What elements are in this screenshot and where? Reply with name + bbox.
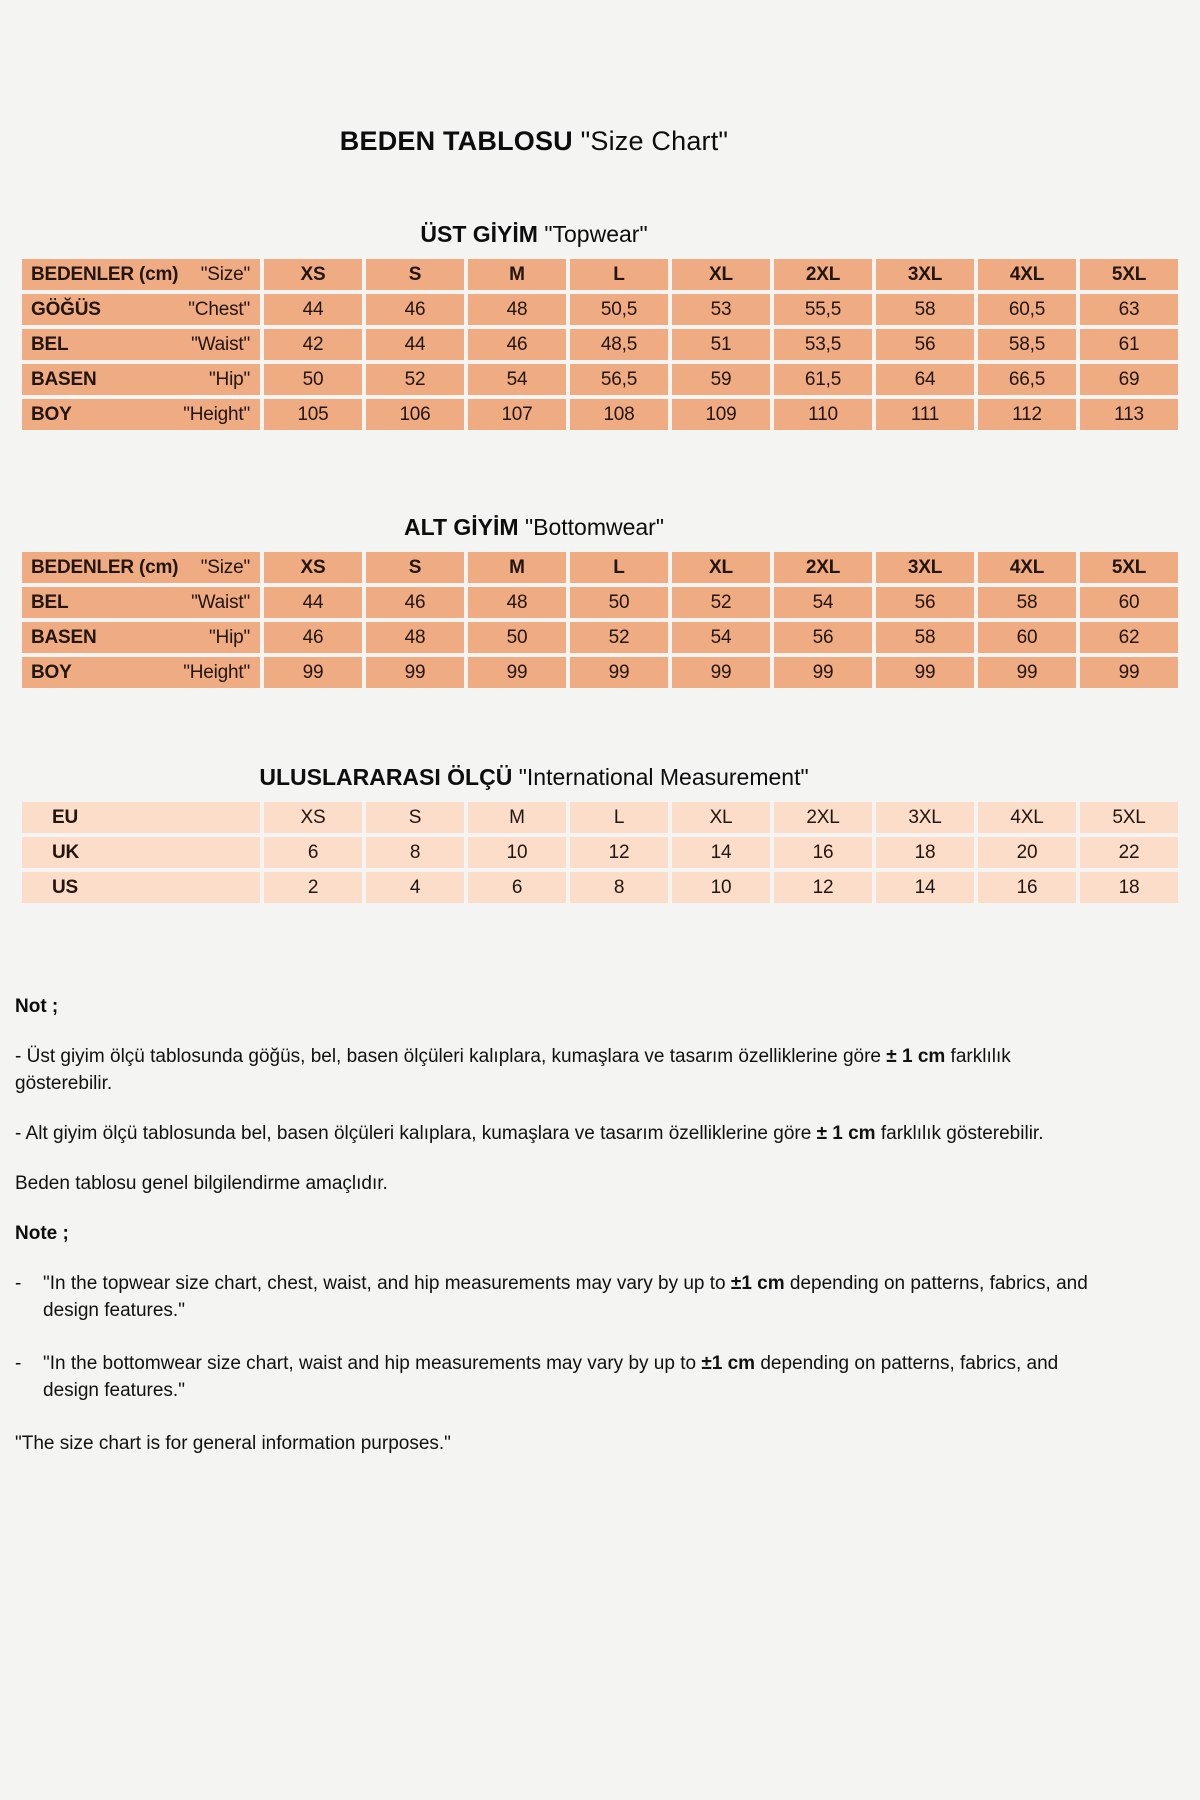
value-cell: 54: [468, 364, 566, 395]
value-cell: 99: [978, 657, 1076, 688]
row-label-cell: [22, 622, 260, 653]
international-title: [0, 764, 1134, 791]
bottomwear-title: [0, 514, 1134, 541]
size-column-header: 4XL: [978, 552, 1076, 583]
note-text: - Üst giyim ölçü tablosunda göğüs, bel, basen ölçüleri kalıplara, kumaşlara ve tasarım özelliklerine göre: [15, 1046, 887, 1067]
table-row: [22, 837, 1178, 868]
value-cell: 8: [570, 872, 668, 903]
table-row: [22, 872, 1178, 903]
row-label-turkish: BEDENLER (cm): [31, 556, 179, 578]
international-table: [18, 798, 1182, 907]
size-column-header: S: [366, 552, 464, 583]
size-column-header: L: [570, 259, 668, 290]
value-cell: 54: [774, 587, 872, 618]
value-cell: 12: [774, 872, 872, 903]
row-label-cell: [22, 329, 260, 360]
value-cell: 62: [1080, 622, 1178, 653]
value-cell: 3XL: [876, 802, 974, 833]
table-row: [22, 657, 1178, 688]
value-cell: 110: [774, 399, 872, 430]
table-row: [22, 399, 1178, 430]
value-cell: L: [570, 802, 668, 833]
row-label-cell: [22, 399, 260, 430]
value-cell: 8: [366, 837, 464, 868]
value-cell: 64: [876, 364, 974, 395]
value-cell: 99: [570, 657, 668, 688]
international-title-turkish: ULUSLARARASI ÖLÇÜ: [259, 764, 513, 790]
topwear-title: [0, 221, 1134, 248]
bottomwear-title-turkish: ALT GİYİM: [404, 514, 519, 540]
value-cell: 99: [366, 657, 464, 688]
size-column-header: 3XL: [876, 552, 974, 583]
row-label-turkish: BOY: [31, 403, 72, 425]
row-label-cell: [22, 657, 260, 688]
bullet-dash: -: [15, 1273, 22, 1294]
size-column-header: XL: [672, 552, 770, 583]
value-cell: 48,5: [570, 329, 668, 360]
value-cell: S: [366, 802, 464, 833]
value-cell: 107: [468, 399, 566, 430]
value-cell: 50: [264, 364, 362, 395]
row-label-cell: [22, 802, 260, 833]
value-cell: 69: [1080, 364, 1178, 395]
size-column-header: L: [570, 552, 668, 583]
size-header-row: [22, 552, 1178, 583]
size-column-header: XS: [264, 552, 362, 583]
value-cell: 60: [1080, 587, 1178, 618]
topwear-title-turkish: ÜST GİYİM: [420, 221, 538, 247]
note-text: farklılık gösterebilir.: [875, 1123, 1044, 1144]
row-label-turkish: GÖĞÜS: [31, 298, 101, 320]
value-cell: 58,5: [978, 329, 1076, 360]
note-general-english: "The size chart is for general information purposes.": [15, 1433, 451, 1454]
value-cell: 99: [468, 657, 566, 688]
value-cell: 16: [774, 837, 872, 868]
row-label-cell: [22, 837, 260, 868]
value-cell: 44: [264, 294, 362, 325]
value-cell: M: [468, 802, 566, 833]
row-label-english: "Chest": [188, 298, 250, 320]
topwear-section: [0, 221, 1200, 434]
international-title-english: "International Measurement": [518, 764, 809, 790]
value-cell: 105: [264, 399, 362, 430]
size-column-header: 5XL: [1080, 259, 1178, 290]
value-cell: 50,5: [570, 294, 668, 325]
value-cell: 59: [672, 364, 770, 395]
value-cell: 42: [264, 329, 362, 360]
row-label-english: "Height": [183, 661, 250, 683]
value-cell: 46: [366, 587, 464, 618]
topwear-table: [18, 255, 1182, 434]
value-cell: 56: [876, 329, 974, 360]
value-cell: 52: [570, 622, 668, 653]
value-cell: 63: [1080, 294, 1178, 325]
table-row: [22, 364, 1178, 395]
topwear-title-english: "Topwear": [544, 221, 648, 247]
row-label-cell: [22, 552, 260, 583]
row-label-turkish: BASEN: [31, 626, 97, 648]
bottomwear-table: [18, 548, 1182, 692]
value-cell: 99: [1080, 657, 1178, 688]
table-row: [22, 622, 1178, 653]
note-text: farklılık gösterebilir.: [15, 1046, 1011, 1094]
value-cell: 18: [1080, 872, 1178, 903]
note-bold-text: ± 1 cm: [816, 1123, 876, 1144]
bottomwear-section: [0, 514, 1200, 692]
value-cell: 112: [978, 399, 1076, 430]
value-cell: 56: [774, 622, 872, 653]
row-label-english: "Waist": [191, 591, 250, 613]
value-cell: 61: [1080, 329, 1178, 360]
bullet-dash: -: [15, 1353, 22, 1374]
value-cell: 108: [570, 399, 668, 430]
value-cell: 48: [366, 622, 464, 653]
row-label-turkish: US: [52, 876, 78, 898]
value-cell: 106: [366, 399, 464, 430]
value-cell: 66,5: [978, 364, 1076, 395]
value-cell: 99: [774, 657, 872, 688]
value-cell: 53: [672, 294, 770, 325]
page-title-turkish: BEDEN TABLOSU: [339, 126, 573, 156]
value-cell: 46: [366, 294, 464, 325]
value-cell: 52: [366, 364, 464, 395]
page-title-english: "Size Chart": [580, 126, 729, 156]
value-cell: 4: [366, 872, 464, 903]
row-label-english: "Hip": [209, 626, 250, 648]
note-text: depending on patterns, fabrics, and design features.": [43, 1273, 1088, 1321]
value-cell: 53,5: [774, 329, 872, 360]
value-cell: 10: [672, 872, 770, 903]
row-label-cell: [22, 872, 260, 903]
value-cell: 55,5: [774, 294, 872, 325]
value-cell: 99: [672, 657, 770, 688]
value-cell: 99: [264, 657, 362, 688]
notes-turkish-heading: Not ;: [15, 996, 59, 1017]
value-cell: 113: [1080, 399, 1178, 430]
value-cell: 6: [264, 837, 362, 868]
row-label-turkish: BEL: [31, 591, 69, 613]
page-title: [0, 126, 1134, 157]
value-cell: 48: [468, 587, 566, 618]
value-cell: 18: [876, 837, 974, 868]
note-text: depending on patterns, fabrics, and design features.": [43, 1353, 1059, 1401]
value-cell: 22: [1080, 837, 1178, 868]
size-column-header: S: [366, 259, 464, 290]
value-cell: 56: [876, 587, 974, 618]
table-row: [22, 294, 1178, 325]
row-label-english: "Waist": [191, 333, 250, 355]
value-cell: 58: [876, 622, 974, 653]
note-bottomwear-english: [15, 1350, 1185, 1404]
value-cell: 44: [264, 587, 362, 618]
size-column-header: 2XL: [774, 259, 872, 290]
size-column-header: M: [468, 259, 566, 290]
note-text: "In the bottomwear size chart, waist and hip measurements may vary by up to: [43, 1353, 702, 1374]
size-column-header: 4XL: [978, 259, 1076, 290]
value-cell: 111: [876, 399, 974, 430]
table-row: [22, 802, 1178, 833]
value-cell: 4XL: [978, 802, 1076, 833]
size-header-row: [22, 259, 1178, 290]
row-label-turkish: BASEN: [31, 368, 97, 390]
size-column-header: XS: [264, 259, 362, 290]
value-cell: XS: [264, 802, 362, 833]
value-cell: 20: [978, 837, 1076, 868]
note-general-turkish: Beden tablosu genel bilgilendirme amaçlıdır.: [15, 1173, 388, 1194]
size-column-header: 2XL: [774, 552, 872, 583]
value-cell: 58: [978, 587, 1076, 618]
value-cell: XL: [672, 802, 770, 833]
value-cell: 2XL: [774, 802, 872, 833]
row-label-english: "Size": [200, 556, 250, 578]
value-cell: 16: [978, 872, 1076, 903]
row-label-turkish: BEL: [31, 333, 69, 355]
row-label-turkish: BOY: [31, 661, 72, 683]
note-topwear-english: [15, 1270, 1185, 1324]
note-topwear-turkish: [15, 1043, 1075, 1097]
value-cell: 6: [468, 872, 566, 903]
notes-english-heading: Note ;: [15, 1223, 69, 1244]
value-cell: 14: [672, 837, 770, 868]
table-row: [22, 587, 1178, 618]
row-label-cell: [22, 364, 260, 395]
table-row: [22, 329, 1178, 360]
value-cell: 56,5: [570, 364, 668, 395]
row-label-turkish: BEDENLER (cm): [31, 263, 179, 285]
value-cell: 54: [672, 622, 770, 653]
international-section: [0, 764, 1200, 907]
size-column-header: 5XL: [1080, 552, 1178, 583]
note-text: - Alt giyim ölçü tablosunda bel, basen ölçüleri kalıplara, kumaşlara ve tasarım özelliklerine göre: [15, 1123, 817, 1144]
row-label-cell: [22, 587, 260, 618]
row-label-english: "Size": [200, 263, 250, 285]
size-column-header: 3XL: [876, 259, 974, 290]
note-bold-text: ±1 cm: [730, 1273, 785, 1294]
row-label-turkish: EU: [52, 806, 78, 828]
row-label-cell: [22, 294, 260, 325]
note-bottomwear-turkish: [15, 1120, 1075, 1147]
value-cell: 51: [672, 329, 770, 360]
value-cell: 14: [876, 872, 974, 903]
value-cell: 60,5: [978, 294, 1076, 325]
value-cell: 48: [468, 294, 566, 325]
note-text: "In the topwear size chart, chest, waist, and hip measurements may vary by up to: [43, 1273, 731, 1294]
value-cell: 99: [876, 657, 974, 688]
notes-section: [15, 993, 1185, 1457]
value-cell: 12: [570, 837, 668, 868]
row-label-turkish: UK: [52, 841, 80, 863]
value-cell: 46: [264, 622, 362, 653]
note-bold-text: ±1 cm: [701, 1353, 756, 1374]
value-cell: 60: [978, 622, 1076, 653]
row-label-cell: [22, 259, 260, 290]
bullet-text: [43, 1350, 1093, 1404]
value-cell: 2: [264, 872, 362, 903]
value-cell: 50: [570, 587, 668, 618]
bottomwear-title-english: "Bottomwear": [524, 514, 664, 540]
value-cell: 109: [672, 399, 770, 430]
size-column-header: XL: [672, 259, 770, 290]
value-cell: 44: [366, 329, 464, 360]
value-cell: 5XL: [1080, 802, 1178, 833]
value-cell: 46: [468, 329, 566, 360]
note-bold-text: ± 1 cm: [886, 1046, 946, 1067]
value-cell: 10: [468, 837, 566, 868]
value-cell: 50: [468, 622, 566, 653]
row-label-english: "Height": [183, 403, 250, 425]
value-cell: 52: [672, 587, 770, 618]
bullet-text: [43, 1270, 1093, 1324]
size-column-header: M: [468, 552, 566, 583]
value-cell: 61,5: [774, 364, 872, 395]
value-cell: 58: [876, 294, 974, 325]
row-label-english: "Hip": [209, 368, 250, 390]
